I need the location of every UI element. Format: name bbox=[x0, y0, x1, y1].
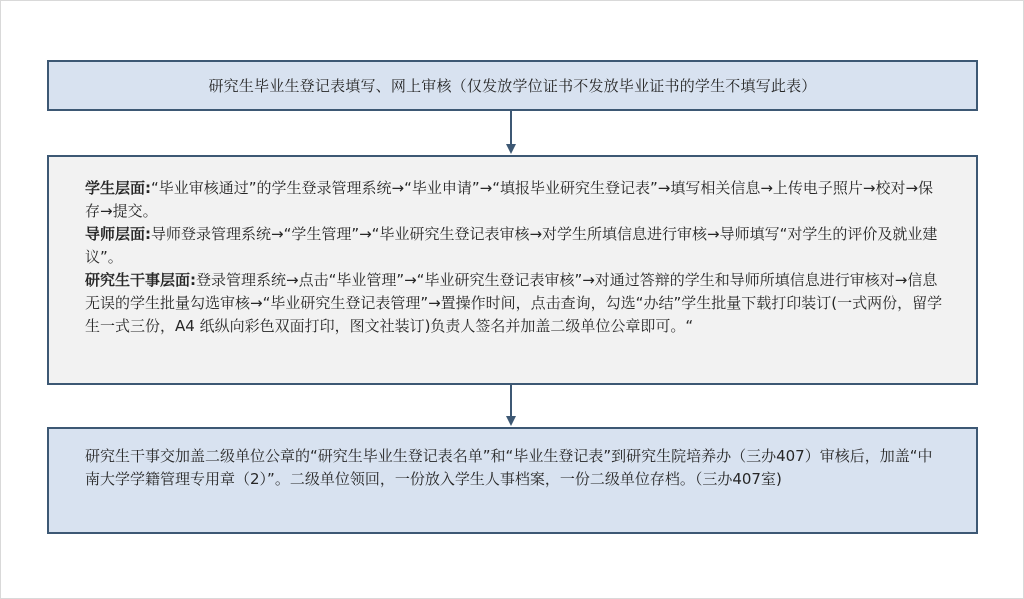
secretary-level-paragraph bbox=[85, 269, 946, 338]
arrow-1 bbox=[505, 111, 517, 155]
advisor-level-paragraph bbox=[85, 223, 946, 269]
step-2-box bbox=[47, 155, 978, 385]
student-level-heading: 学生层面: bbox=[85, 179, 151, 197]
step-3-box bbox=[47, 427, 978, 534]
secretary-level-heading: 研究生干事层面: bbox=[85, 271, 196, 289]
step-3-text: 研究生干事交加盖二级单位公章的“研究生毕业生登记表名单”和“毕业生登记表”到研究生院培养办（三办407）审核后，加盖“中南大学学籍管理专用章（2）”。二级单位领回，一份放入学生人事档案，一份二级单位存档。（三办407室) bbox=[85, 447, 933, 488]
secretary-level-text: 登录管理系统→点击“毕业管理”→“毕业研究生登记表审核”→对通过答辩的学生和导师所填信息进行审核对→信息无误的学生批量勾选审核→“毕业研究生登记表管理”→置操作时间，点击查询，勾选“办结”学生批量下载打印装订(一式两份，留学生一式三份，A4 纸纵向彩色双面打印，图文社装订)负责人签名并加盖二级单位公章即可。“ bbox=[85, 271, 943, 335]
arrow-2 bbox=[505, 385, 517, 427]
step-1-text: 研究生毕业生登记表填写、网上审核（仅发放学位证书不发放毕业证书的学生不填写此表） bbox=[208, 77, 817, 95]
student-level-paragraph bbox=[85, 177, 946, 223]
arrow-down-icon bbox=[505, 385, 517, 427]
arrow-down-icon bbox=[505, 111, 517, 155]
student-level-text: “毕业审核通过”的学生登录管理系统→“毕业申请”→“填报毕业研究生登记表”→填写相关信息→上传电子照片→校对→保存→提交。 bbox=[85, 179, 934, 220]
advisor-level-heading: 导师层面: bbox=[85, 225, 151, 243]
step-1-box bbox=[47, 60, 978, 111]
advisor-level-text: 导师登录管理系统→“学生管理”→“毕业研究生登记表审核→对学生所填信息进行审核→导师填写“对学生的评价及就业建议”。 bbox=[85, 225, 938, 266]
